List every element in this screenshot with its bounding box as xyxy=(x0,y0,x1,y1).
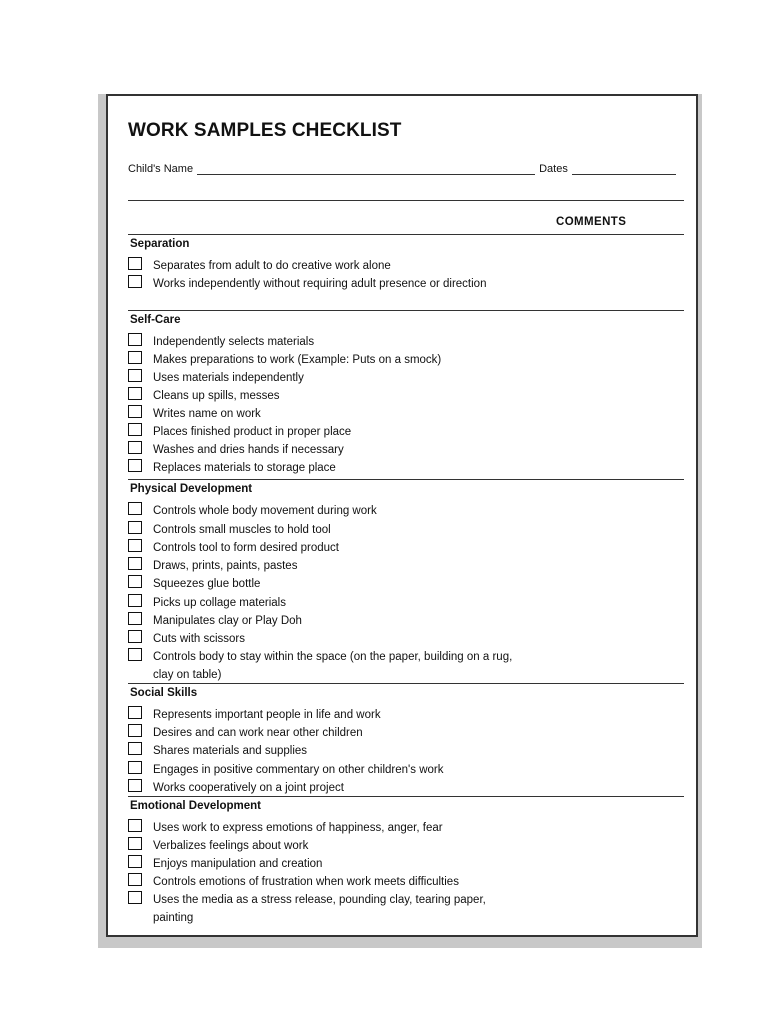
checkbox[interactable] xyxy=(128,706,142,719)
checkbox[interactable] xyxy=(128,257,142,270)
checklist-item xyxy=(128,819,684,837)
checklist-item xyxy=(128,837,684,855)
checklist-item xyxy=(128,423,684,441)
divider xyxy=(128,234,684,235)
comments-header: COMMENTS xyxy=(556,216,627,228)
item-label: Cuts with scissors xyxy=(153,633,246,645)
checklist-item xyxy=(128,630,684,648)
checkbox[interactable] xyxy=(128,502,142,515)
checklist-item xyxy=(128,891,684,925)
checklist-item xyxy=(128,459,684,477)
item-label: Washes and dries hands if necessary xyxy=(153,444,344,456)
checklist-item xyxy=(128,257,684,275)
checklist-item xyxy=(128,539,684,557)
checklist-item xyxy=(128,648,684,682)
checkbox[interactable] xyxy=(128,557,142,570)
section-divider xyxy=(128,310,684,311)
item-label: Works independently without requiring adult presence or direction xyxy=(153,278,487,290)
divider xyxy=(128,200,684,201)
checklist-item xyxy=(128,369,684,387)
checkbox[interactable] xyxy=(128,873,142,886)
checkbox[interactable] xyxy=(128,441,142,454)
section-title: Physical Development xyxy=(130,483,253,495)
item-label: Uses work to express emotions of happiness, anger, fear xyxy=(153,822,443,834)
dates-field[interactable] xyxy=(572,164,676,175)
item-label: Controls tool to form desired product xyxy=(153,542,340,554)
checklist-item xyxy=(128,405,684,423)
item-label: Places finished product in proper place xyxy=(153,426,352,438)
section-title: Emotional Development xyxy=(130,800,261,812)
checkbox[interactable] xyxy=(128,779,142,792)
checklist-item xyxy=(128,557,684,575)
section-divider xyxy=(128,796,684,797)
checkbox[interactable] xyxy=(128,369,142,382)
checkbox[interactable] xyxy=(128,891,142,904)
checkbox[interactable] xyxy=(128,837,142,850)
checkbox[interactable] xyxy=(128,521,142,534)
item-label: Controls emotions of frustration when work meets difficulties xyxy=(153,876,459,888)
item-label: Separates from adult to do creative work alone xyxy=(153,260,391,272)
section-title: Social Skills xyxy=(130,687,198,699)
item-label: Uses materials independently xyxy=(153,372,304,384)
checkbox[interactable] xyxy=(128,724,142,737)
checklist-item xyxy=(128,724,684,742)
checklist-item xyxy=(128,351,684,369)
item-label: Shares materials and supplies xyxy=(153,745,308,757)
checkbox[interactable] xyxy=(128,539,142,552)
checklist-item xyxy=(128,612,684,630)
item-label: Makes preparations to work (Example: Puts on a smock) xyxy=(153,354,442,366)
checkbox[interactable] xyxy=(128,761,142,774)
item-label: Enjoys manipulation and creation xyxy=(153,858,323,870)
checklist-item xyxy=(128,706,684,724)
item-label: Picks up collage materials xyxy=(153,597,286,609)
item-label: Draws, prints, paints, pastes xyxy=(153,560,298,572)
form-title: WORK SAMPLES CHECKLIST xyxy=(128,120,402,141)
item-label: Controls small muscles to hold tool xyxy=(153,524,331,536)
checklist-item xyxy=(128,275,684,293)
checklist-item xyxy=(128,502,684,520)
checkbox[interactable] xyxy=(128,594,142,607)
checkbox[interactable] xyxy=(128,333,142,346)
dates-label: Dates xyxy=(539,163,568,175)
checkbox[interactable] xyxy=(128,648,142,661)
checklist-item xyxy=(128,387,684,405)
checkbox[interactable] xyxy=(128,612,142,625)
checkbox[interactable] xyxy=(128,855,142,868)
checklist-item xyxy=(128,521,684,539)
checklist-item xyxy=(128,575,684,593)
checklist-item xyxy=(128,742,684,760)
item-label: Squeezes glue bottle xyxy=(153,578,261,590)
checkbox[interactable] xyxy=(128,351,142,364)
item-label: Represents important people in life and work xyxy=(153,709,381,721)
checklist-item xyxy=(128,873,684,891)
item-label: Writes name on work xyxy=(153,408,261,420)
item-label: Desires and can work near other children xyxy=(153,727,363,739)
checklist-item xyxy=(128,779,684,797)
checkbox[interactable] xyxy=(128,630,142,643)
item-label: Engages in positive commentary on other children's work xyxy=(153,764,444,776)
item-label: Controls body to stay within the space (on the paper, building on a rug, clay on table) xyxy=(153,651,513,682)
checklist-item xyxy=(128,441,684,459)
item-label: Works cooperatively on a joint project xyxy=(153,782,344,794)
item-label: Controls whole body movement during work xyxy=(153,505,377,517)
item-label: Independently selects materials xyxy=(153,336,315,348)
section-title: Separation xyxy=(130,238,190,250)
item-label: Verbalizes feelings about work xyxy=(153,840,309,852)
item-label: Replaces materials to storage place xyxy=(153,462,336,474)
childs-name-label: Child's Name xyxy=(128,163,194,175)
checkbox[interactable] xyxy=(128,575,142,588)
checkbox[interactable] xyxy=(128,742,142,755)
checklist-page xyxy=(106,94,698,937)
checklist-item xyxy=(128,855,684,873)
name-dates-row xyxy=(128,163,684,175)
checklist-item xyxy=(128,333,684,351)
section-divider xyxy=(128,479,684,480)
checkbox[interactable] xyxy=(128,459,142,472)
item-label: Uses the media as a stress release, pounding clay, tearing paper, painting xyxy=(153,894,486,925)
checkbox[interactable] xyxy=(128,819,142,832)
section-divider xyxy=(128,683,684,684)
checkbox[interactable] xyxy=(128,423,142,436)
childs-name-field[interactable] xyxy=(197,164,535,175)
checkbox[interactable] xyxy=(128,405,142,418)
section-title: Self-Care xyxy=(130,314,181,326)
item-label: Cleans up spills, messes xyxy=(153,390,280,402)
checklist-item xyxy=(128,594,684,612)
checkbox[interactable] xyxy=(128,275,142,288)
checklist-item xyxy=(128,761,684,779)
item-label: Manipulates clay or Play Doh xyxy=(153,615,302,627)
checkbox[interactable] xyxy=(128,387,142,400)
